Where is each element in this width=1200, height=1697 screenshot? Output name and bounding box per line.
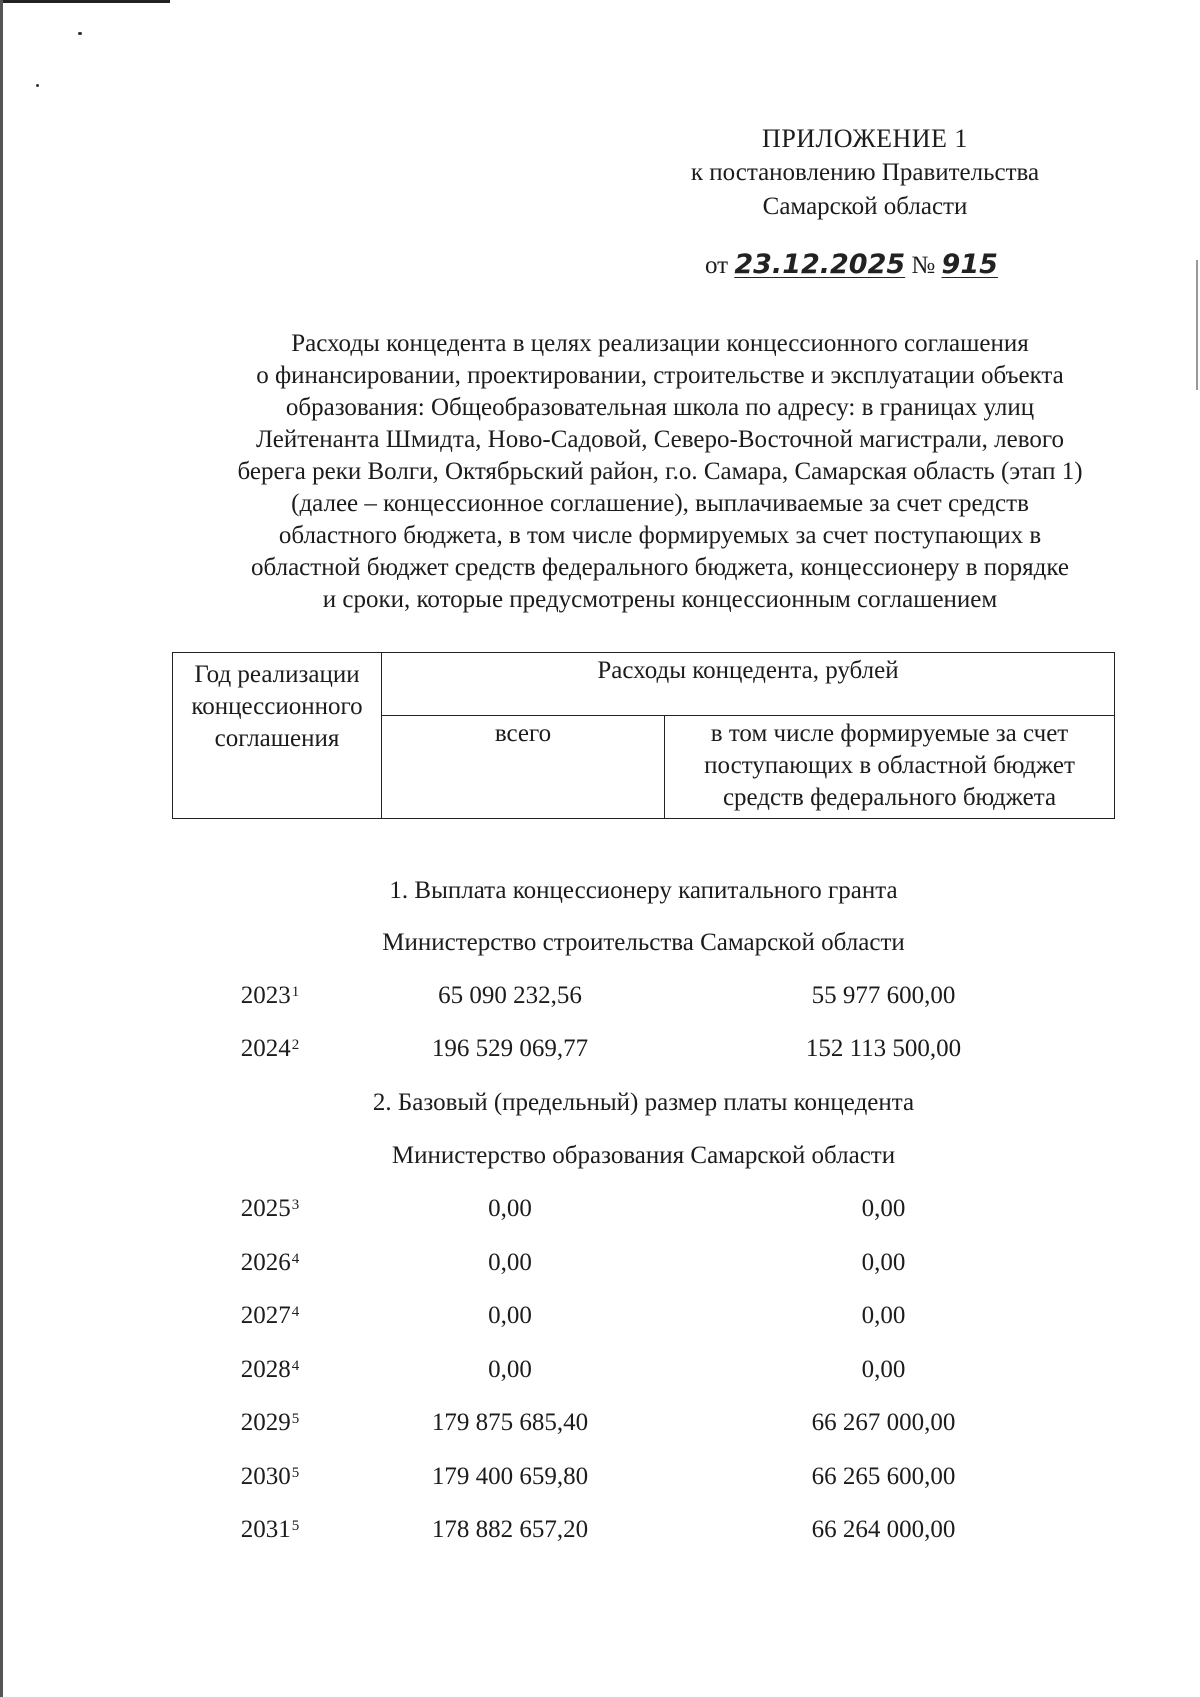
row-federal: 152 113 500,00 [805, 1035, 962, 1062]
header-federal: в том числе формируемые за счет поступающих в областной бюджет средств федерального бюджета [665, 716, 1115, 819]
heading-line: областной бюджет средств федерального бюджета, концессионеру в порядке [251, 554, 1069, 581]
heading-line: Лейтенанта Шмидта, Ново-Садовой, Северо-Восточной магистрали, левого [256, 426, 1064, 453]
expenses-table-header [172, 652, 1115, 819]
header-total: всего [382, 716, 665, 819]
table-row [172, 1193, 1115, 1227]
row-year: 2031$^5$ [240, 1516, 300, 1543]
table-row [172, 980, 1115, 1014]
footnote-mark: 4 [291, 1358, 300, 1374]
table-row [172, 1514, 1115, 1548]
table-row [172, 1354, 1115, 1388]
row-federal: 66 264 000,00 [811, 1516, 956, 1543]
row-total: 0,00 [488, 1195, 532, 1222]
ministry-name: Министерство образования Самарской области [391, 1142, 896, 1169]
row-total: 178 882 657,20 [431, 1516, 589, 1543]
row-year: 2025$^3$ [240, 1195, 300, 1222]
handwritten-date: 23.12.2025 [734, 249, 906, 280]
number-sign: № [911, 252, 936, 279]
footnote-mark: 4 [291, 1251, 300, 1267]
footnote-mark: 1 [291, 984, 300, 1000]
footnote-mark: 5 [291, 1465, 300, 1481]
appendix-title: ПРИЛОЖЕНИЕ 1 [762, 124, 968, 153]
row-total: 0,00 [488, 1356, 532, 1383]
row-total: 179 875 685,40 [431, 1409, 589, 1436]
row-federal: 0,00 [861, 1302, 906, 1329]
scan-edge-top [0, 0, 170, 3]
row-federal: 0,00 [861, 1356, 906, 1383]
heading-line: Расходы концедента в целях реализации концессионного соглашения [291, 330, 1029, 357]
row-year: 2027$^4$ [240, 1302, 300, 1329]
row-year: 2023$^1$ [240, 982, 300, 1009]
date-prefix: от [705, 252, 729, 279]
heading-line: о финансировании, проектировании, строительстве и эксплуатации объекта [256, 362, 1064, 389]
resolution-date-line [705, 248, 998, 283]
row-total: 0,00 [488, 1249, 532, 1276]
table-row [172, 1300, 1115, 1334]
row-year: 2029$^5$ [240, 1409, 300, 1436]
section-title: 2. Базовый (предельный) размер платы концедента [372, 1089, 915, 1116]
scan-edge-right [1196, 260, 1198, 390]
table-row [172, 1033, 1115, 1067]
heading-line: областного бюджета, в том числе формируемых за счет поступающих в [278, 522, 1042, 549]
appendix-line: Самарской области [762, 193, 968, 220]
heading-line: образования: Общеобразовательная школа по адресу: в границах улиц [285, 394, 1035, 421]
scan-speck [36, 84, 39, 87]
header-expenses: Расходы концедента, рублей [382, 653, 1115, 716]
footnote-mark: 5 [291, 1518, 300, 1534]
row-total: 196 529 069,77 [431, 1035, 589, 1062]
section-title: 1. Выплата концессионеру капитального гранта [389, 877, 898, 904]
table-row [172, 1461, 1115, 1495]
row-total: 179 400 659,80 [431, 1463, 589, 1490]
ministry-name: Министерство строительства Самарской области [382, 929, 905, 956]
heading-line: (далее – концессионное соглашение), выплачиваемые за счет средств [291, 490, 1029, 517]
footnote-mark: 3 [291, 1197, 300, 1213]
document-heading [165, 328, 1155, 616]
scan-edge-left [0, 0, 3, 1697]
row-total: 65 090 232,56 [438, 982, 582, 1009]
heading-line: берега реки Волги, Октябрьский район, г.о. Самара, Самарская область (этап 1) [237, 458, 1083, 485]
footnote-mark: 2 [291, 1037, 300, 1053]
row-federal: 55 977 600,00 [811, 982, 956, 1009]
heading-line: и сроки, которые предусмотрены концессионным соглашением [322, 586, 998, 613]
appendix-block [655, 122, 1075, 224]
handwritten-number: 915 [941, 249, 998, 280]
scan-speck [78, 32, 82, 35]
row-federal: 0,00 [861, 1195, 906, 1222]
row-total: 0,00 [488, 1302, 532, 1329]
footnote-mark: 5 [291, 1411, 300, 1427]
table-row [172, 1247, 1115, 1281]
row-year: 2028$^4$ [240, 1356, 300, 1383]
table-row [172, 1407, 1115, 1441]
row-federal: 66 265 600,00 [811, 1463, 956, 1490]
row-federal: 66 267 000,00 [811, 1409, 956, 1436]
row-year: 2024$^2$ [240, 1035, 300, 1062]
row-year: 2026$^4$ [240, 1249, 300, 1276]
appendix-line: к постановлению Правительства [690, 159, 1040, 186]
row-federal: 0,00 [861, 1249, 906, 1276]
footnote-mark: 4 [291, 1304, 300, 1320]
row-year: 2030$^5$ [240, 1463, 300, 1490]
header-year: Год реализации концессионного соглашения [173, 653, 382, 819]
